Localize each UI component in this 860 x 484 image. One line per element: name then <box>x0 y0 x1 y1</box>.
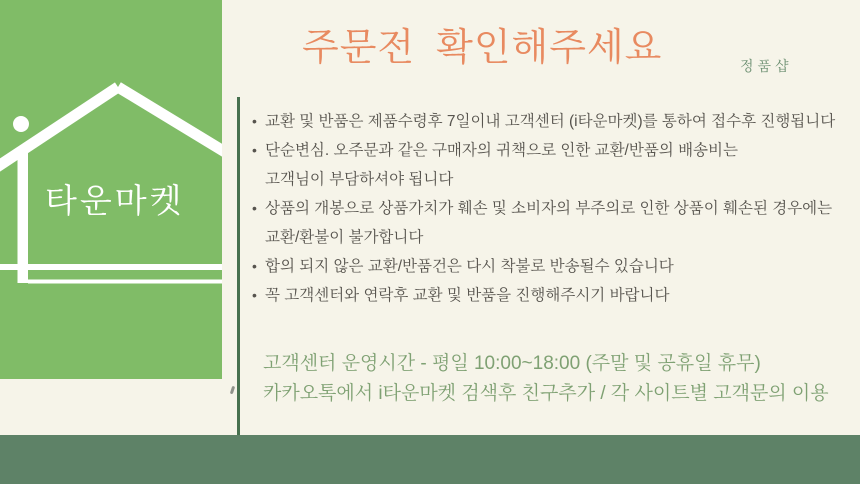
page-title: 주문전 확인해주세요 <box>302 27 663 69</box>
vertical-divider <box>237 97 240 435</box>
notice-item <box>252 107 842 136</box>
notice-text: 교환/환불이 불가합니다 <box>265 229 424 246</box>
bullet-icon: • <box>252 200 257 216</box>
notice-item <box>252 194 842 223</box>
notice-text: 상품의 개봉으로 상품가치가 훼손 및 소비자의 부주의로 인한 상품이 훼손된 경우에는 <box>265 200 833 217</box>
support-contact: 카카오톡에서 i타운마켓 검색후 친구추가 / 각 사이트별 고객문의 이용 <box>263 383 829 404</box>
bullet-icon: • <box>252 142 257 158</box>
notice-text: 꼭 고객센터와 연락후 교환 및 반품을 진행해주시기 바랍니다 <box>265 287 670 304</box>
tick-mark <box>230 386 235 394</box>
bullet-icon: • <box>252 113 257 129</box>
notice-list <box>252 107 842 310</box>
notice-item <box>252 281 842 310</box>
footer-bar <box>0 435 860 484</box>
support-hours: 고객센터 운영시간 - 평일 10:00~18:00 (주말 및 공휴일 휴무) <box>263 353 761 374</box>
brand-wordmark: 타운마켓 <box>45 182 185 219</box>
notice-item <box>252 136 842 165</box>
notice-text: 고객님이 부담하셔야 됩니다 <box>265 171 454 188</box>
support-info <box>263 349 829 409</box>
notice-item <box>252 252 842 281</box>
notice-item-continuation <box>252 223 842 252</box>
bullet-icon: • <box>252 287 257 303</box>
notice-text: 교환 및 반품은 제품수령후 7일이내 고객센터 (i타운마켓)를 통하여 접수후 진행됩니다 <box>265 113 836 130</box>
notice-item-continuation <box>252 165 842 194</box>
notice-text: 합의 되지 않은 교환/반품건은 다시 착불로 반송될수 있습니다 <box>265 258 674 275</box>
notice-text: 단순변심. 오주문과 같은 구매자의 귀책으로 인한 교환/반품의 배송비는 <box>265 142 738 159</box>
bullet-icon: • <box>252 258 257 274</box>
brand-tag: 정품샵 <box>740 60 793 75</box>
brand-panel <box>0 0 222 379</box>
